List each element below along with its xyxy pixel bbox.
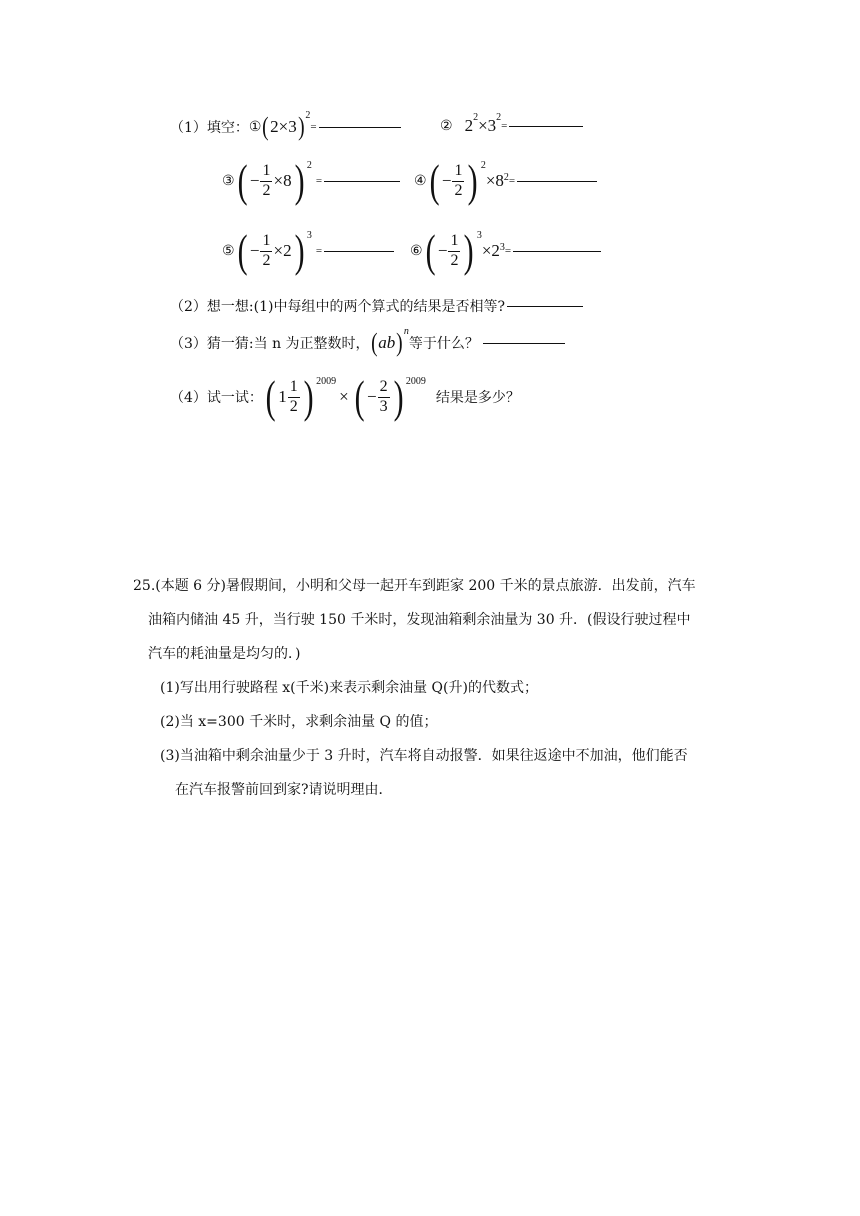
answer-blank-part2[interactable]: [507, 305, 583, 307]
answer-blank-6[interactable]: [513, 250, 601, 252]
fraction-p4-2: [378, 378, 390, 416]
eq-5: =: [315, 245, 323, 257]
expr-1-body: 2×3: [270, 117, 297, 136]
p4-exp-1: 2009: [316, 376, 337, 387]
expr-ab: ab: [378, 333, 396, 352]
minus-4: −: [441, 171, 452, 190]
q24-part1-row3: [222, 225, 394, 276]
part2-text: （2）想一想:(1)中每组中的两个算式的结果是否相等?: [170, 299, 505, 315]
q24-part1-row1b: [440, 112, 583, 136]
minus-5: −: [249, 241, 260, 260]
frac-p4-1-num: 1: [288, 378, 300, 397]
expr-4-exp: 2: [480, 160, 486, 171]
answer-blank-part3[interactable]: [483, 342, 565, 344]
expr-6: ( − $\frac{1}{2}$ ) 3 ×2 3 =: [425, 225, 512, 276]
answer-blank-1[interactable]: [319, 126, 401, 128]
frac-4-den: 2: [454, 181, 463, 199]
q25-sub1: (1)写出用行驶路程 x(千米)来表示剩余油量 Q(升)的代数式；: [160, 680, 538, 696]
expr-6-exp2: 3: [499, 242, 505, 253]
frac-6-den: 2: [450, 251, 459, 269]
expr-3-exp: 2: [306, 160, 312, 171]
circled-6: ⑥: [410, 243, 423, 259]
circled-3: ③: [222, 173, 235, 189]
answer-blank-2[interactable]: [509, 125, 583, 127]
expr-2-exp1: 2: [473, 112, 479, 123]
frac-3-den: 2: [262, 181, 271, 199]
expr-2-base: 2: [464, 116, 474, 135]
fraction-4: [452, 162, 464, 200]
expr-2: [464, 112, 508, 136]
part1-label: （1）填空：: [170, 120, 249, 136]
minus-3: −: [249, 171, 260, 190]
q24-part1-row3b: [410, 225, 601, 276]
eq-4: =: [508, 175, 516, 187]
circled-1: ①: [248, 119, 262, 135]
part3-label: （3）猜一猜:当 n 为正整数时，: [170, 336, 370, 352]
expr-6-exp: 3: [476, 230, 482, 241]
expr-4-tail: ×8: [485, 171, 504, 190]
expr-4-exp2: 2: [503, 172, 509, 183]
expr-5-tail: ×2: [273, 241, 292, 260]
q25-line1: 25.(本题 6 分)暑假期间，小明和父母一起开车到距家 200 千米的景点旅游．出发前，汽车: [133, 578, 696, 594]
answer-blank-5[interactable]: [324, 250, 394, 252]
frac-3-num: 1: [260, 162, 272, 181]
frac-p4-2-den: 3: [379, 397, 388, 415]
frac-4-num: 1: [452, 162, 464, 181]
circled-5: ⑤: [222, 243, 235, 259]
q24-part2: [170, 296, 583, 316]
q25-sub2: (2)当 x=300 千米时，求剩余油量 Q 的值；: [160, 714, 438, 730]
expr-1: ( 2×3 ) 2 =: [262, 110, 317, 141]
eq-1: =: [310, 121, 317, 133]
p4-times: ×: [339, 387, 349, 406]
q25-line2: 油箱内储油 45 升，当行驶 150 千米时，发现油箱剩余油量为 30 升．(假设行驶过程中: [148, 612, 691, 628]
q24-part1-row2b: [414, 155, 597, 206]
answer-blank-3[interactable]: [324, 180, 400, 182]
expr-6-tail: ×2: [481, 241, 500, 260]
p4-exp-2: 2009: [405, 376, 426, 387]
expr-3-tail: ×8: [273, 171, 292, 190]
eq-6: =: [504, 245, 512, 257]
expr-ab-n: ( ab ) n: [370, 326, 409, 357]
minus-p4: −: [367, 387, 377, 406]
frac-5-num: 1: [260, 232, 272, 251]
expr-2-exp2: 2: [496, 112, 502, 123]
q24-part3: [170, 326, 565, 357]
frac-p4-1-den: 2: [289, 397, 298, 415]
fraction-5: [260, 232, 272, 270]
eq-3: =: [315, 175, 323, 187]
frac-5-den: 2: [262, 251, 271, 269]
answer-blank-4[interactable]: [517, 180, 597, 182]
q24-part1-row1: [170, 110, 401, 141]
q25-sub3b: 在汽车报警前回到家?请说明理由．: [175, 782, 393, 798]
expr-1-exp: 2: [305, 110, 311, 121]
expr-5: ( − $\frac{1}{2}$ ×2 ) 3 =: [237, 225, 323, 276]
fraction-3: [260, 162, 272, 200]
part4-tail: 结果是多少？: [435, 390, 520, 406]
circled-2: ②: [440, 118, 453, 134]
expr-3: ( − $\frac{1}{2}$ ×8 ) 2 =: [237, 155, 323, 206]
part3-tail: 等于什么？: [408, 336, 479, 352]
q24-part1-row2: [222, 155, 400, 206]
q25-sub3a: (3)当油箱中剩余油量少于 3 升时，汽车将自动报警．如果往返途中不加油，他们能否: [160, 748, 688, 764]
expr-5-exp: 3: [306, 230, 312, 241]
minus-6: −: [437, 241, 448, 260]
circled-4: ④: [414, 173, 427, 189]
part4-label: （4）试一试：: [170, 390, 263, 406]
expr-part4: ( 1 $\frac{1}{2}$ ) 2009 × ( − $\frac{2}{3}$ ) 2009: [265, 371, 426, 422]
eq-2: =: [501, 120, 508, 132]
q24-part4: [170, 371, 520, 422]
fraction-6: [448, 232, 460, 270]
q25-line3: 汽车的耗油量是均匀的．): [148, 646, 301, 662]
frac-6-num: 1: [448, 232, 460, 251]
expr-ab-exp: n: [403, 326, 409, 337]
expr-4: ( − $\frac{1}{2}$ ) 2 ×8 2 =: [429, 155, 516, 206]
frac-p4-2-num: 2: [378, 378, 390, 397]
expr-2-times: ×3: [478, 116, 497, 135]
mixed-whole: 1: [278, 387, 287, 406]
fraction-p4-1: [288, 378, 300, 416]
